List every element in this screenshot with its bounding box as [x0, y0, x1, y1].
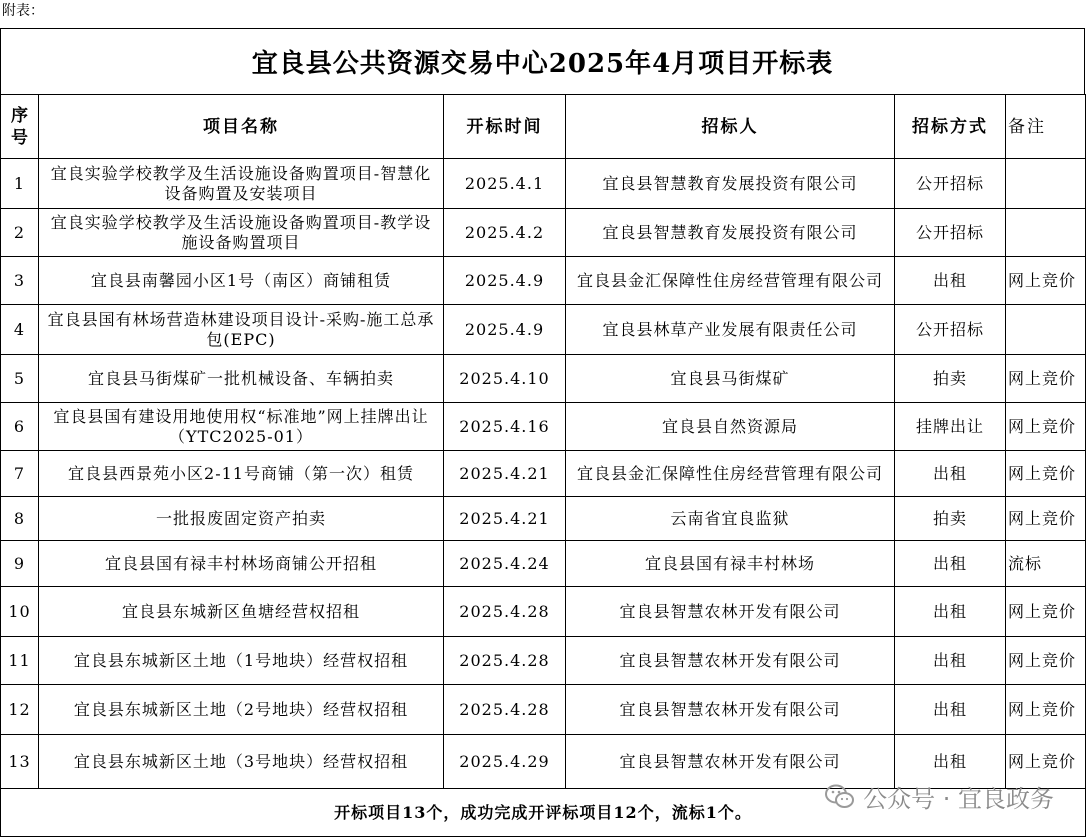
- cell-method: 拍卖: [895, 355, 1006, 403]
- cell-method: 公开招标: [895, 159, 1006, 209]
- cell-seq: 1: [1, 159, 39, 209]
- cell-tenderer: 宜良县自然资源局: [566, 403, 895, 451]
- cell-opening-time: 2025.4.16: [444, 403, 566, 451]
- cell-project-name: 宜良县国有禄丰村林场商铺公开招租: [39, 541, 444, 587]
- wechat-logo-icon: [825, 784, 855, 810]
- cell-project-name: 宜良县马街煤矿一批机械设备、车辆拍卖: [39, 355, 444, 403]
- watermark-text: 公众号 · 宜良政务: [863, 785, 1054, 813]
- table-row: [1, 305, 1086, 355]
- header-tenderer: 招标人: [566, 95, 895, 159]
- cell-method: 拍卖: [895, 497, 1006, 541]
- cell-seq: 9: [1, 541, 39, 587]
- cell-remark: 网上竞价: [1006, 735, 1086, 789]
- cell-seq: 3: [1, 257, 39, 305]
- cell-tenderer: 宜良县智慧农林开发有限公司: [566, 587, 895, 637]
- header-method: 招标方式: [895, 95, 1006, 159]
- table-row: [1, 541, 1086, 587]
- cell-opening-time: 2025.4.21: [444, 497, 566, 541]
- cell-method: 出租: [895, 451, 1006, 497]
- cell-project-name: 一批报废固定资产拍卖: [39, 497, 444, 541]
- cell-remark: 网上竞价: [1006, 355, 1086, 403]
- cell-project-name: 宜良县东城新区土地（1号地块）经营权招租: [39, 637, 444, 685]
- cell-seq: 8: [1, 497, 39, 541]
- cell-seq: 12: [1, 685, 39, 735]
- cell-opening-time: 2025.4.28: [444, 637, 566, 685]
- cell-seq: 7: [1, 451, 39, 497]
- header-name: 项目名称: [39, 95, 444, 159]
- cell-tenderer: 宜良县智慧农林开发有限公司: [566, 637, 895, 685]
- header-time: 开标时间: [444, 95, 566, 159]
- table-row: [1, 209, 1086, 257]
- wechat-watermark: [825, 779, 1054, 814]
- table-row: [1, 587, 1086, 637]
- cell-remark: [1006, 159, 1086, 209]
- cell-project-name: 宜良县国有林场营造林建设项目设计-采购-施工总承包(EPC): [39, 305, 444, 355]
- cell-project-name: 宜良县西景苑小区2-11号商铺（第一次）租赁: [39, 451, 444, 497]
- cell-seq: 5: [1, 355, 39, 403]
- cell-opening-time: 2025.4.21: [444, 451, 566, 497]
- cell-remark: [1006, 209, 1086, 257]
- table-row: [1, 451, 1086, 497]
- cell-seq: 2: [1, 209, 39, 257]
- cell-opening-time: 2025.4.9: [444, 305, 566, 355]
- cell-remark: 网上竞价: [1006, 637, 1086, 685]
- cell-remark: 网上竞价: [1006, 497, 1086, 541]
- cell-opening-time: 2025.4.29: [444, 735, 566, 789]
- cell-tenderer: 宜良县国有禄丰村林场: [566, 541, 895, 587]
- cell-opening-time: 2025.4.28: [444, 685, 566, 735]
- cell-project-name: 宜良县南馨园小区1号（南区）商铺租赁: [39, 257, 444, 305]
- cell-project-name: 宜良县国有建设用地使用权“标准地”网上挂牌出让（YTC2025-01）: [39, 403, 444, 451]
- header-seq: 序号: [1, 95, 39, 159]
- table-row: [1, 159, 1086, 209]
- cell-tenderer: 宜良县金汇保障性住房经营管理有限公司: [566, 257, 895, 305]
- cell-remark: 网上竞价: [1006, 587, 1086, 637]
- cell-remark: 网上竞价: [1006, 451, 1086, 497]
- cell-seq: 13: [1, 735, 39, 789]
- cell-tenderer: 宜良县智慧教育发展投资有限公司: [566, 209, 895, 257]
- cell-project-name: 宜良实验学校教学及生活设施设备购置项目-智慧化设备购置及安装项目: [39, 159, 444, 209]
- cell-remark: 网上竞价: [1006, 257, 1086, 305]
- header-remark: 备注: [1006, 95, 1086, 159]
- table-row: [1, 257, 1086, 305]
- table-header-row: [1, 95, 1086, 159]
- cell-tenderer: 云南省宜良监狱: [566, 497, 895, 541]
- cell-seq: 6: [1, 403, 39, 451]
- table-row: [1, 403, 1086, 451]
- cell-method: 出租: [895, 587, 1006, 637]
- cell-method: 出租: [895, 257, 1006, 305]
- cell-tenderer: 宜良县林草产业发展有限责任公司: [566, 305, 895, 355]
- cell-opening-time: 2025.4.1: [444, 159, 566, 209]
- cell-remark: [1006, 305, 1086, 355]
- cell-tenderer: 宜良县智慧农林开发有限公司: [566, 735, 895, 789]
- table-row: [1, 685, 1086, 735]
- page-title: 宜良县公共资源交易中心2025年4月项目开标表: [0, 28, 1085, 94]
- table-row: [1, 637, 1086, 685]
- cell-method: 挂牌出让: [895, 403, 1006, 451]
- cell-method: 出租: [895, 637, 1006, 685]
- cell-opening-time: 2025.4.2: [444, 209, 566, 257]
- cell-seq: 10: [1, 587, 39, 637]
- cell-remark: 网上竞价: [1006, 403, 1086, 451]
- cell-tenderer: 宜良县金汇保障性住房经营管理有限公司: [566, 451, 895, 497]
- cell-seq: 4: [1, 305, 39, 355]
- summary-text: 开标项目13个，成功完成开评标项目12个，流标1个。: [1, 789, 1086, 837]
- cell-method: 公开招标: [895, 209, 1006, 257]
- cell-tenderer: 宜良县智慧教育发展投资有限公司: [566, 159, 895, 209]
- cell-project-name: 宜良县东城新区鱼塘经营权招租: [39, 587, 444, 637]
- cell-tenderer: 宜良县智慧农林开发有限公司: [566, 685, 895, 735]
- cell-opening-time: 2025.4.9: [444, 257, 566, 305]
- bid-opening-sheet: [0, 28, 1086, 838]
- cell-method: 公开招标: [895, 305, 1006, 355]
- cell-remark: 网上竞价: [1006, 685, 1086, 735]
- cell-project-name: 宜良实验学校教学及生活设施设备购置项目-教学设施设备购置项目: [39, 209, 444, 257]
- bid-opening-table: [0, 94, 1086, 837]
- cell-project-name: 宜良县东城新区土地（2号地块）经营权招租: [39, 685, 444, 735]
- cell-remark: 流标: [1006, 541, 1086, 587]
- cell-tenderer: 宜良县马街煤矿: [566, 355, 895, 403]
- table-row: [1, 497, 1086, 541]
- cell-opening-time: 2025.4.28: [444, 587, 566, 637]
- cell-opening-time: 2025.4.24: [444, 541, 566, 587]
- attachment-note: 附表：: [2, 3, 44, 19]
- cell-method: 出租: [895, 735, 1006, 789]
- cell-opening-time: 2025.4.10: [444, 355, 566, 403]
- cell-seq: 11: [1, 637, 39, 685]
- table-row: [1, 355, 1086, 403]
- cell-method: 出租: [895, 685, 1006, 735]
- cell-project-name: 宜良县东城新区土地（3号地块）经营权招租: [39, 735, 444, 789]
- cell-method: 出租: [895, 541, 1006, 587]
